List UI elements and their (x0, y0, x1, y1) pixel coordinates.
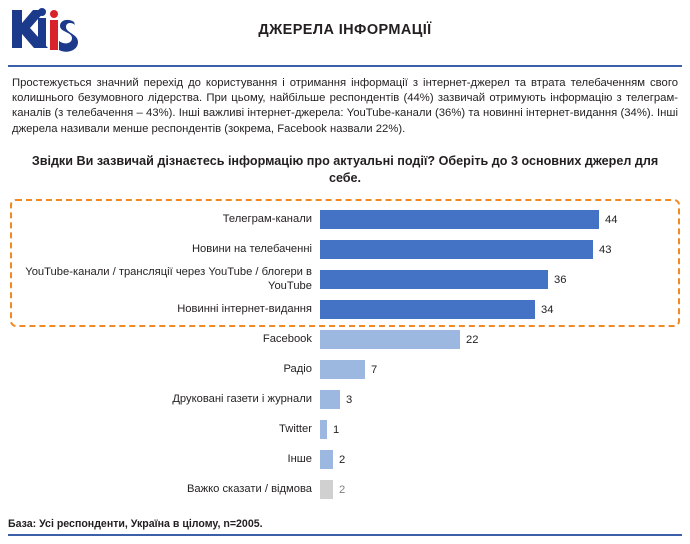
footnote: База: Усі респонденти, Україна в цілому, n=2005. (8, 518, 263, 530)
bar-value: 36 (554, 273, 567, 286)
footer-divider (8, 534, 682, 536)
bar-track (320, 480, 690, 499)
chart-row (0, 235, 690, 265)
bar-track (320, 360, 690, 379)
chart-row (0, 415, 690, 445)
bar-track (320, 270, 690, 289)
bar-label: Новини на телебаченні (191, 243, 312, 256)
header-divider (8, 65, 682, 67)
bar (320, 210, 599, 229)
bar (320, 450, 333, 469)
bar-value: 43 (599, 243, 612, 256)
bar-track (320, 210, 690, 229)
bar-label: Радіо (283, 363, 312, 376)
bar-value: 34 (541, 303, 554, 316)
bar-value: 2 (339, 453, 346, 466)
bar (320, 480, 333, 499)
bar-label: Новинні інтернет-видання (177, 303, 312, 316)
chart-row (0, 325, 690, 355)
bar-value: 2 (339, 483, 346, 496)
bar-value: 44 (605, 213, 618, 226)
bar-label: Важко сказати / відмова (186, 483, 312, 496)
chart-row (0, 445, 690, 475)
chart-row (0, 205, 690, 235)
chart-row (0, 265, 690, 295)
intro-paragraph: Простежується значний перехід до користування і отримання інформації з інтернет-джерел та втрата телебаченням свого колишнього безумовного лідерства. При цьому, найбільше респондентів (44%) зазвичай отримують інформацію з телеграм-каналів (з телебачення – 43%). Інші важливі інтернет-джерела: YouTube-канали (36%) та новинні інтернет-видання (34%). Інші джерела називали менше респондентів (зокрема, Facebook назвали 22%). (12, 77, 678, 135)
bar-value: 22 (466, 333, 479, 346)
bar (320, 390, 340, 409)
bar-label: Twitter (279, 423, 312, 436)
bar-label: YouTube-канали / трансляції через YouTube / блогери в YouTube (25, 266, 312, 292)
question-text: Звідки Ви зазвичай дізнаєтесь інформацію про актуальні події? Оберіть до 3 основних джерел для себе. (31, 153, 659, 185)
chart-row (0, 475, 690, 505)
bar-value: 1 (333, 423, 340, 436)
bar (320, 360, 365, 379)
bar-label: Facebook (262, 333, 312, 346)
bar (320, 270, 548, 289)
bar-track (320, 330, 690, 349)
bar-label: Друковані газети і журнали (172, 393, 312, 406)
chart-row (0, 385, 690, 415)
bar-track (320, 300, 690, 319)
bar-track (320, 420, 690, 439)
bar-value: 3 (346, 393, 353, 406)
bar-track (320, 450, 690, 469)
bar (320, 240, 593, 259)
bar-label: Інше (287, 453, 312, 466)
chart-row (0, 295, 690, 325)
bar-value: 7 (371, 363, 378, 376)
page-header (0, 0, 690, 66)
bar (320, 330, 460, 349)
bar (320, 420, 327, 439)
chart-row (0, 355, 690, 385)
bar-track (320, 240, 690, 259)
chart (0, 199, 690, 499)
bar-track (320, 390, 690, 409)
bar-rows (0, 199, 690, 505)
bar-label: Телеграм-канали (222, 213, 312, 226)
bar (320, 300, 535, 319)
page-title: ДЖЕРЕЛА ІНФОРМАЦІЇ (258, 22, 432, 38)
